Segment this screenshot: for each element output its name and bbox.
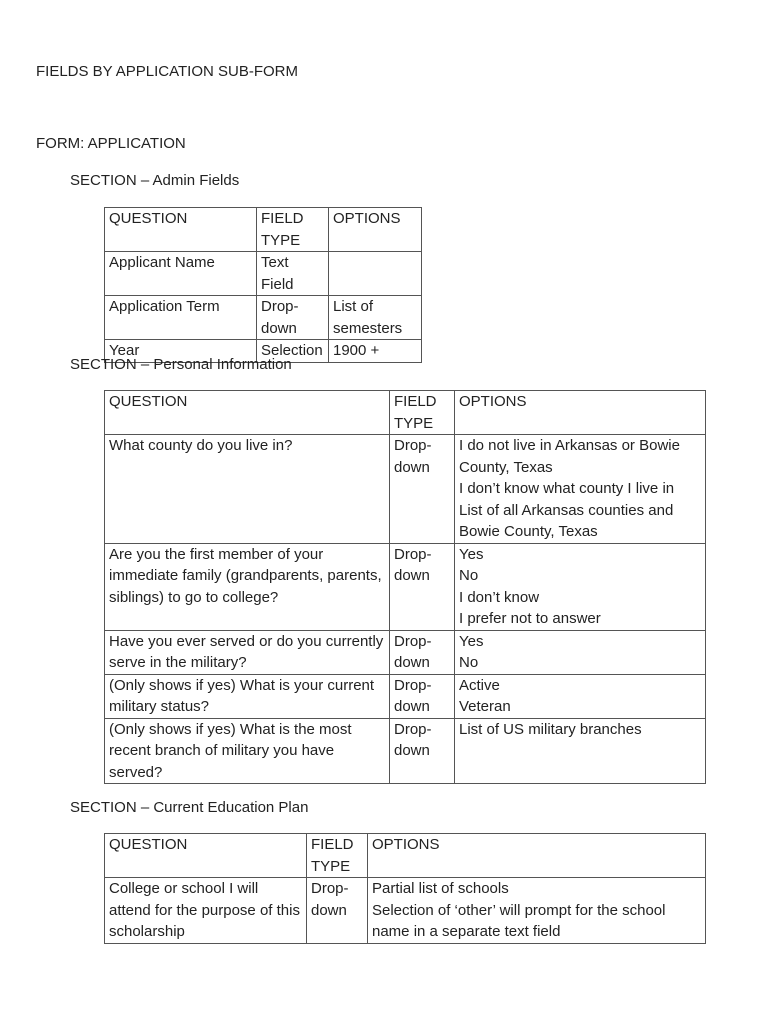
option-item: I prefer not to answer bbox=[459, 610, 601, 627]
option-item: Yes bbox=[459, 632, 484, 650]
current-education-plan-table bbox=[104, 833, 706, 944]
field-type-cell: Drop-down bbox=[390, 543, 455, 630]
field-type-cell: Drop-down bbox=[390, 718, 455, 784]
table-row bbox=[105, 630, 706, 674]
header-question: QUESTION bbox=[105, 391, 390, 435]
table-row bbox=[105, 543, 706, 630]
options-cell bbox=[455, 543, 706, 630]
section-title-education: SECTION – Current Education Plan bbox=[70, 799, 309, 816]
field-type-cell: Selection bbox=[257, 340, 329, 363]
option-item: Active bbox=[459, 676, 500, 694]
option-item: 1900 + bbox=[333, 342, 380, 359]
field-type-cell: Drop-down bbox=[257, 296, 329, 340]
field-type-cell: Text Field bbox=[257, 252, 329, 296]
header-field-type: FIELD TYPE bbox=[257, 208, 329, 252]
section-title-admin: SECTION – Admin Fields bbox=[70, 172, 240, 189]
header-field-type: FIELD TYPE bbox=[307, 834, 368, 878]
table-row bbox=[105, 252, 422, 296]
options-cell bbox=[455, 435, 706, 544]
section-title-personal: SECTION – Personal Information bbox=[70, 356, 292, 373]
options-cell bbox=[329, 340, 422, 363]
table-row bbox=[105, 674, 706, 718]
document-title: FIELDS BY APPLICATION SUB-FORM bbox=[36, 63, 299, 80]
option-item: I don’t know bbox=[459, 588, 540, 606]
option-item: List of US military branches bbox=[459, 720, 642, 738]
form-title: FORM: APPLICATION bbox=[36, 135, 186, 152]
question-cell: Applicant Name bbox=[105, 252, 257, 296]
options-cell bbox=[455, 674, 706, 718]
header-question: QUESTION bbox=[105, 208, 257, 252]
option-item: Partial list of schools bbox=[372, 880, 509, 897]
option-item: Veteran bbox=[459, 698, 511, 715]
option-item: I do not live in Arkansas or Bowie County, Texas bbox=[459, 437, 680, 476]
personal-information-table bbox=[104, 390, 706, 784]
header-options: OPTIONS bbox=[329, 208, 422, 252]
options-cell bbox=[329, 252, 422, 296]
header-options: OPTIONS bbox=[368, 834, 706, 878]
option-item: List of all Arkansas counties and Bowie County, Texas bbox=[459, 501, 674, 540]
header-field-type: FIELD TYPE bbox=[390, 391, 455, 435]
question-cell: College or school I will attend for the purpose of this scholarship bbox=[105, 878, 307, 944]
table-header-row bbox=[105, 834, 706, 878]
question-cell: (Only shows if yes) What is your current military status? bbox=[105, 674, 390, 718]
field-type-cell: Drop-down bbox=[390, 674, 455, 718]
question-cell: What county do you live in? bbox=[105, 435, 390, 544]
question-cell: Application Term bbox=[105, 296, 257, 340]
header-question: QUESTION bbox=[105, 834, 307, 878]
question-cell: (Only shows if yes) What is the most recent branch of military you have served? bbox=[105, 718, 390, 784]
table-header-row bbox=[105, 208, 422, 252]
admin-fields-table bbox=[104, 207, 422, 363]
option-item: Yes bbox=[459, 545, 484, 563]
option-item: I don’t know what county I live in bbox=[459, 480, 675, 497]
table-row bbox=[105, 718, 706, 784]
table-row bbox=[105, 435, 706, 544]
options-cell bbox=[455, 718, 706, 784]
options-cell bbox=[329, 296, 422, 340]
option-item bbox=[333, 252, 417, 274]
field-type-cell: Drop-down bbox=[307, 878, 368, 944]
question-cell: Have you ever served or do you currently serve in the military? bbox=[105, 630, 390, 674]
question-cell: Year bbox=[105, 340, 257, 363]
options-cell bbox=[455, 630, 706, 674]
option-item: List of semesters bbox=[333, 298, 403, 337]
field-type-cell: Drop-down bbox=[390, 435, 455, 544]
header-options: OPTIONS bbox=[455, 391, 706, 435]
options-cell bbox=[368, 878, 706, 944]
option-item: No bbox=[459, 567, 479, 584]
field-type-cell: Drop-down bbox=[390, 630, 455, 674]
table-row bbox=[105, 878, 706, 944]
option-item: Selection of ‘other’ will prompt for the school name in a separate text field bbox=[372, 901, 666, 940]
table-row bbox=[105, 296, 422, 340]
option-item: No bbox=[459, 654, 479, 671]
table-header-row bbox=[105, 391, 706, 435]
question-cell: Are you the first member of your immediate family (grandparents, parents, siblings) to go to college? bbox=[105, 543, 390, 630]
